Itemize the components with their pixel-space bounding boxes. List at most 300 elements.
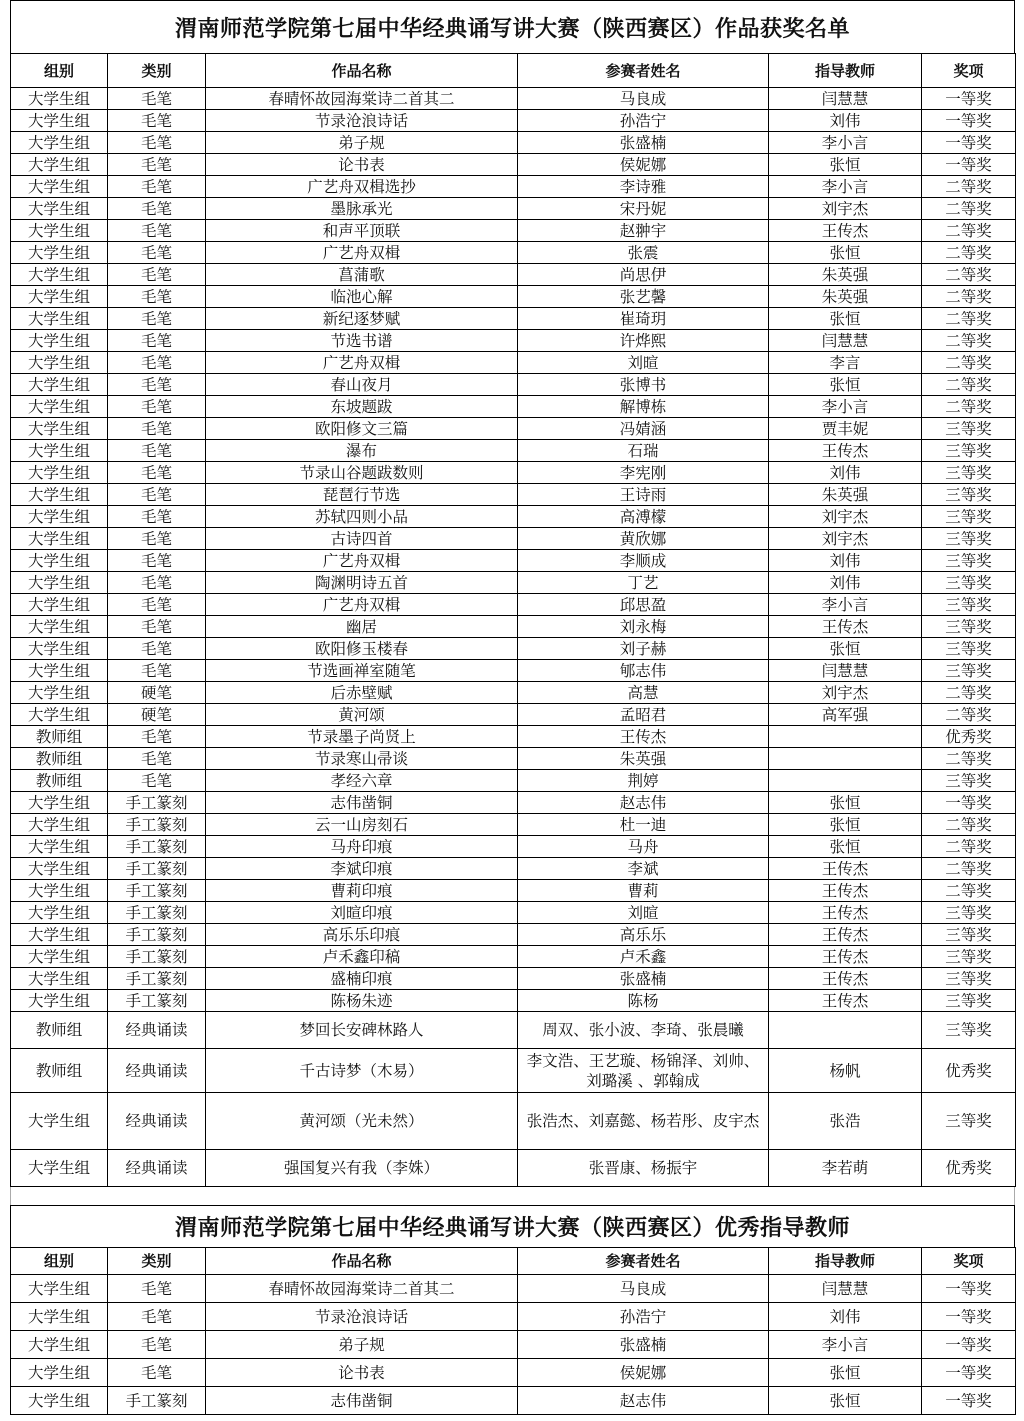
table-row [11, 1275, 1016, 1303]
cell-participant: 丁艺 [518, 572, 769, 594]
cell-category: 毛笔 [108, 198, 206, 220]
cell-category: 手工篆刻 [108, 1387, 206, 1415]
cell-work-title: 和声平顶联 [206, 220, 518, 242]
cell-group: 大学生组 [11, 374, 108, 396]
cell-award: 三等奖 [922, 440, 1016, 462]
cell-group: 大学生组 [11, 110, 108, 132]
cell-advisor: 张浩 [769, 1093, 922, 1150]
cell-category: 毛笔 [108, 110, 206, 132]
cell-advisor [769, 748, 922, 770]
cell-work-title: 刘暄印痕 [206, 902, 518, 924]
cell-work-title: 节录沧浪诗话 [206, 110, 518, 132]
cell-work-title: 古诗四首 [206, 528, 518, 550]
header-work-title: 作品名称 [206, 54, 518, 88]
cell-award: 二等奖 [922, 858, 1016, 880]
cell-work-title: 苏轼四则小品 [206, 506, 518, 528]
cell-participant: 侯妮娜 [518, 154, 769, 176]
table-row [11, 506, 1016, 528]
cell-advisor: 王传杰 [769, 880, 922, 902]
section-gap [10, 1187, 1015, 1205]
cell-work-title: 弟子规 [206, 132, 518, 154]
cell-award: 一等奖 [922, 88, 1016, 110]
table-row [11, 1303, 1016, 1331]
cell-advisor: 刘伟 [769, 110, 922, 132]
teachers-table [10, 1247, 1016, 1415]
cell-advisor: 闫慧慧 [769, 330, 922, 352]
header-participant: 参赛者姓名 [518, 54, 769, 88]
cell-participant: 许烨熙 [518, 330, 769, 352]
table-row [11, 286, 1016, 308]
cell-category: 毛笔 [108, 132, 206, 154]
table-row [11, 836, 1016, 858]
table-row [11, 396, 1016, 418]
table-row [11, 528, 1016, 550]
cell-work-title: 节录墨子尚贤上 [206, 726, 518, 748]
cell-work-title: 春晴怀故园海棠诗二首其二 [206, 88, 518, 110]
cell-group: 大学生组 [11, 836, 108, 858]
cell-participant: 马舟 [518, 836, 769, 858]
cell-participant: 李诗雅 [518, 176, 769, 198]
cell-work-title: 黄河颂 [206, 704, 518, 726]
cell-participant: 李顺成 [518, 550, 769, 572]
cell-category: 毛笔 [108, 330, 206, 352]
cell-category: 毛笔 [108, 308, 206, 330]
cell-category: 毛笔 [108, 396, 206, 418]
cell-award: 一等奖 [922, 1275, 1016, 1303]
header-category: 类别 [108, 54, 206, 88]
cell-participant: 解博栋 [518, 396, 769, 418]
cell-group: 大学生组 [11, 286, 108, 308]
cell-category: 毛笔 [108, 528, 206, 550]
cell-work-title: 墨脉承光 [206, 198, 518, 220]
cell-participant: 李宪刚 [518, 462, 769, 484]
cell-advisor: 王传杰 [769, 220, 922, 242]
cell-category: 毛笔 [108, 748, 206, 770]
cell-award: 三等奖 [922, 946, 1016, 968]
cell-award: 一等奖 [922, 792, 1016, 814]
cell-category: 毛笔 [108, 1359, 206, 1387]
cell-advisor: 杨帆 [769, 1049, 922, 1093]
cell-work-title: 节选书谱 [206, 330, 518, 352]
cell-group: 大学生组 [11, 924, 108, 946]
table-row [11, 748, 1016, 770]
cell-work-title: 强国复兴有我（李姝） [206, 1150, 518, 1187]
table-row [11, 242, 1016, 264]
cell-award: 二等奖 [922, 242, 1016, 264]
cell-group: 大学生组 [11, 330, 108, 352]
cell-advisor: 李小言 [769, 1331, 922, 1359]
cell-category: 手工篆刻 [108, 858, 206, 880]
header-group: 组别 [11, 1248, 108, 1275]
table-row [11, 198, 1016, 220]
cell-work-title: 节录山谷题跋数则 [206, 462, 518, 484]
table-row [11, 1093, 1016, 1150]
cell-group: 大学生组 [11, 1150, 108, 1187]
awards-body [11, 88, 1016, 1187]
cell-category: 毛笔 [108, 88, 206, 110]
cell-award: 三等奖 [922, 660, 1016, 682]
cell-category: 手工篆刻 [108, 968, 206, 990]
cell-advisor: 张恒 [769, 154, 922, 176]
cell-group: 大学生组 [11, 1275, 108, 1303]
cell-award: 三等奖 [922, 462, 1016, 484]
cell-category: 毛笔 [108, 462, 206, 484]
table-row [11, 682, 1016, 704]
cell-participant: 刘暄 [518, 352, 769, 374]
cell-group: 大学生组 [11, 176, 108, 198]
cell-group: 大学生组 [11, 682, 108, 704]
cell-participant: 张博书 [518, 374, 769, 396]
table-row [11, 220, 1016, 242]
cell-work-title: 陈杨朱迹 [206, 990, 518, 1012]
cell-award: 三等奖 [922, 1012, 1016, 1049]
cell-award: 二等奖 [922, 308, 1016, 330]
cell-group: 大学生组 [11, 638, 108, 660]
cell-award: 三等奖 [922, 506, 1016, 528]
cell-group: 大学生组 [11, 990, 108, 1012]
cell-work-title: 论书表 [206, 1359, 518, 1387]
cell-advisor: 闫慧慧 [769, 88, 922, 110]
cell-advisor: 李小言 [769, 396, 922, 418]
document-sheet [10, 0, 1015, 1415]
cell-award: 二等奖 [922, 198, 1016, 220]
cell-group: 教师组 [11, 726, 108, 748]
cell-participant: 高乐乐 [518, 924, 769, 946]
cell-participant: 马良成 [518, 88, 769, 110]
cell-advisor: 李小言 [769, 176, 922, 198]
cell-category: 毛笔 [108, 352, 206, 374]
cell-category: 经典诵读 [108, 1049, 206, 1093]
cell-award: 一等奖 [922, 154, 1016, 176]
cell-award: 二等奖 [922, 352, 1016, 374]
cell-participant: 邱思盈 [518, 594, 769, 616]
cell-category: 毛笔 [108, 286, 206, 308]
cell-award: 三等奖 [922, 418, 1016, 440]
awards-header-row [11, 54, 1016, 88]
cell-award: 三等奖 [922, 594, 1016, 616]
table-row [11, 638, 1016, 660]
cell-advisor: 刘伟 [769, 550, 922, 572]
cell-category: 毛笔 [108, 1303, 206, 1331]
cell-participant: 刘永梅 [518, 616, 769, 638]
cell-work-title: 欧阳修文三篇 [206, 418, 518, 440]
table-row [11, 946, 1016, 968]
cell-work-title: 卢禾鑫印稿 [206, 946, 518, 968]
cell-category: 手工篆刻 [108, 836, 206, 858]
cell-participant: 侯妮娜 [518, 1359, 769, 1387]
cell-advisor: 李小言 [769, 132, 922, 154]
cell-category: 毛笔 [108, 484, 206, 506]
cell-category: 毛笔 [108, 374, 206, 396]
cell-award: 三等奖 [922, 572, 1016, 594]
cell-work-title: 弟子规 [206, 1331, 518, 1359]
table-row [11, 616, 1016, 638]
cell-participant: 曹莉 [518, 880, 769, 902]
cell-participant: 朱英强 [518, 748, 769, 770]
cell-participant: 张盛楠 [518, 132, 769, 154]
cell-work-title: 马舟印痕 [206, 836, 518, 858]
cell-work-title: 新纪逐梦赋 [206, 308, 518, 330]
teachers-body [11, 1275, 1016, 1415]
cell-advisor: 张恒 [769, 1387, 922, 1415]
cell-participant: 周双、张小波、李琦、张晨曦 [518, 1012, 769, 1049]
cell-category: 毛笔 [108, 594, 206, 616]
cell-advisor: 张恒 [769, 1359, 922, 1387]
cell-work-title: 临池心解 [206, 286, 518, 308]
cell-group: 教师组 [11, 1012, 108, 1049]
cell-participant: 陈杨 [518, 990, 769, 1012]
table-row [11, 968, 1016, 990]
table-row [11, 330, 1016, 352]
cell-category: 毛笔 [108, 726, 206, 748]
cell-advisor: 李小言 [769, 594, 922, 616]
cell-category: 毛笔 [108, 418, 206, 440]
cell-participant: 石瑞 [518, 440, 769, 462]
cell-work-title: 瀑布 [206, 440, 518, 462]
cell-work-title: 琵琶行节选 [206, 484, 518, 506]
cell-award: 一等奖 [922, 1387, 1016, 1415]
cell-participant: 张晋康、杨振宇 [518, 1150, 769, 1187]
header-award: 奖项 [922, 1248, 1016, 1275]
cell-participant: 张艺馨 [518, 286, 769, 308]
cell-award: 二等奖 [922, 396, 1016, 418]
cell-group: 大学生组 [11, 396, 108, 418]
table-row [11, 704, 1016, 726]
cell-group: 大学生组 [11, 616, 108, 638]
cell-group: 大学生组 [11, 132, 108, 154]
cell-award: 一等奖 [922, 1359, 1016, 1387]
cell-category: 毛笔 [108, 154, 206, 176]
cell-advisor: 王传杰 [769, 990, 922, 1012]
cell-group: 大学生组 [11, 198, 108, 220]
cell-work-title: 春山夜月 [206, 374, 518, 396]
cell-group: 大学生组 [11, 88, 108, 110]
cell-work-title: 陶渊明诗五首 [206, 572, 518, 594]
cell-advisor: 刘伟 [769, 572, 922, 594]
cell-award: 三等奖 [922, 484, 1016, 506]
cell-category: 毛笔 [108, 638, 206, 660]
table-row [11, 726, 1016, 748]
cell-advisor: 张恒 [769, 814, 922, 836]
cell-award: 二等奖 [922, 748, 1016, 770]
cell-participant: 荆婷 [518, 770, 769, 792]
cell-award: 优秀奖 [922, 1049, 1016, 1093]
cell-category: 经典诵读 [108, 1093, 206, 1150]
table-row [11, 1331, 1016, 1359]
cell-advisor: 张恒 [769, 374, 922, 396]
cell-category: 毛笔 [108, 264, 206, 286]
header-group: 组别 [11, 54, 108, 88]
awards-title: 渭南师范学院第七届中华经典诵写讲大赛（陕西赛区）作品获奖名单 [10, 0, 1015, 53]
cell-participant: 卢禾鑫 [518, 946, 769, 968]
table-row [11, 1012, 1016, 1049]
cell-participant: 宋丹妮 [518, 198, 769, 220]
cell-participant: 崔琦玥 [518, 308, 769, 330]
cell-category: 经典诵读 [108, 1150, 206, 1187]
table-row [11, 418, 1016, 440]
cell-work-title: 黄河颂（光未然） [206, 1093, 518, 1150]
cell-award: 二等奖 [922, 264, 1016, 286]
header-work-title: 作品名称 [206, 1248, 518, 1275]
cell-work-title: 幽居 [206, 616, 518, 638]
cell-category: 毛笔 [108, 1275, 206, 1303]
cell-award: 三等奖 [922, 924, 1016, 946]
cell-advisor: 王传杰 [769, 902, 922, 924]
cell-group: 大学生组 [11, 1303, 108, 1331]
cell-work-title: 论书表 [206, 154, 518, 176]
cell-award: 一等奖 [922, 110, 1016, 132]
cell-award: 优秀奖 [922, 726, 1016, 748]
table-row [11, 858, 1016, 880]
cell-participant: 张盛楠 [518, 968, 769, 990]
cell-group: 大学生组 [11, 792, 108, 814]
cell-award: 三等奖 [922, 968, 1016, 990]
cell-award: 二等奖 [922, 836, 1016, 858]
header-category: 类别 [108, 1248, 206, 1275]
cell-group: 大学生组 [11, 484, 108, 506]
table-row [11, 352, 1016, 374]
cell-participant: 黄欣娜 [518, 528, 769, 550]
table-row [11, 1049, 1016, 1093]
cell-advisor: 刘伟 [769, 1303, 922, 1331]
cell-work-title: 广艺舟双楫 [206, 242, 518, 264]
cell-award: 二等奖 [922, 814, 1016, 836]
cell-participant: 孙浩宁 [518, 1303, 769, 1331]
cell-work-title: 千古诗梦（木易） [206, 1049, 518, 1093]
cell-work-title: 盛楠印痕 [206, 968, 518, 990]
cell-award: 二等奖 [922, 682, 1016, 704]
cell-group: 大学生组 [11, 660, 108, 682]
cell-award: 二等奖 [922, 220, 1016, 242]
table-row [11, 264, 1016, 286]
cell-category: 毛笔 [108, 506, 206, 528]
cell-participant: 赵翀宇 [518, 220, 769, 242]
cell-category: 硬笔 [108, 704, 206, 726]
cell-category: 手工篆刻 [108, 792, 206, 814]
cell-group: 教师组 [11, 770, 108, 792]
cell-group: 大学生组 [11, 506, 108, 528]
cell-work-title: 节录沧浪诗话 [206, 1303, 518, 1331]
cell-participant: 孙浩宁 [518, 110, 769, 132]
cell-award: 一等奖 [922, 1331, 1016, 1359]
cell-work-title: 春晴怀故园海棠诗二首其二 [206, 1275, 518, 1303]
table-row [11, 770, 1016, 792]
cell-participant: 杜一迪 [518, 814, 769, 836]
header-advisor: 指导教师 [769, 1248, 922, 1275]
cell-participant: 王传杰 [518, 726, 769, 748]
cell-work-title: 高乐乐印痕 [206, 924, 518, 946]
cell-participant: 高溥檬 [518, 506, 769, 528]
cell-category: 硬笔 [108, 682, 206, 704]
cell-award: 一等奖 [922, 132, 1016, 154]
teachers-header-row [11, 1248, 1016, 1275]
table-row [11, 550, 1016, 572]
cell-group: 大学生组 [11, 1359, 108, 1387]
cell-group: 大学生组 [11, 264, 108, 286]
cell-group: 大学生组 [11, 704, 108, 726]
cell-group: 大学生组 [11, 946, 108, 968]
cell-group: 教师组 [11, 1049, 108, 1093]
cell-category: 毛笔 [108, 440, 206, 462]
cell-category: 毛笔 [108, 572, 206, 594]
cell-group: 大学生组 [11, 220, 108, 242]
table-row [11, 990, 1016, 1012]
cell-work-title: 广艺舟双楫 [206, 594, 518, 616]
table-row [11, 594, 1016, 616]
cell-group: 大学生组 [11, 902, 108, 924]
cell-participant: 冯婧涵 [518, 418, 769, 440]
cell-work-title: 东坡题跋 [206, 396, 518, 418]
cell-group: 大学生组 [11, 352, 108, 374]
cell-group: 大学生组 [11, 1387, 108, 1415]
cell-advisor: 张恒 [769, 638, 922, 660]
cell-advisor: 刘宇杰 [769, 198, 922, 220]
cell-award: 二等奖 [922, 330, 1016, 352]
cell-award: 三等奖 [922, 902, 1016, 924]
cell-work-title: 志伟凿铜 [206, 1387, 518, 1415]
cell-participant: 孟昭君 [518, 704, 769, 726]
cell-work-title: 后赤壁赋 [206, 682, 518, 704]
cell-advisor: 朱英强 [769, 484, 922, 506]
header-participant: 参赛者姓名 [518, 1248, 769, 1275]
cell-award: 二等奖 [922, 374, 1016, 396]
cell-group: 大学生组 [11, 858, 108, 880]
cell-award: 二等奖 [922, 704, 1016, 726]
cell-work-title: 孝经六章 [206, 770, 518, 792]
cell-participant: 赵志伟 [518, 792, 769, 814]
table-row [11, 572, 1016, 594]
table-row [11, 1150, 1016, 1187]
table-row [11, 792, 1016, 814]
cell-advisor: 王传杰 [769, 440, 922, 462]
cell-work-title: 欧阳修玉楼春 [206, 638, 518, 660]
cell-participant: 张盛楠 [518, 1331, 769, 1359]
cell-category: 手工篆刻 [108, 814, 206, 836]
table-row [11, 484, 1016, 506]
header-advisor: 指导教师 [769, 54, 922, 88]
table-row [11, 924, 1016, 946]
cell-participant: 赵志伟 [518, 1387, 769, 1415]
table-row [11, 1359, 1016, 1387]
cell-advisor [769, 1012, 922, 1049]
cell-category: 经典诵读 [108, 1012, 206, 1049]
cell-advisor: 王传杰 [769, 968, 922, 990]
table-row [11, 440, 1016, 462]
cell-advisor: 王传杰 [769, 946, 922, 968]
cell-advisor: 闫慧慧 [769, 1275, 922, 1303]
cell-category: 手工篆刻 [108, 902, 206, 924]
cell-category: 手工篆刻 [108, 924, 206, 946]
cell-participant: 张震 [518, 242, 769, 264]
teachers-title: 渭南师范学院第七届中华经典诵写讲大赛（陕西赛区）优秀指导教师 [10, 1205, 1015, 1247]
table-row [11, 814, 1016, 836]
cell-work-title: 志伟凿铜 [206, 792, 518, 814]
cell-participant: 李文浩、王艺璇、杨锦泽、刘帅、刘璐溪 、郭翰成 [518, 1049, 769, 1093]
table-row [11, 880, 1016, 902]
cell-category: 毛笔 [108, 770, 206, 792]
cell-participant: 郇志伟 [518, 660, 769, 682]
cell-work-title: 李斌印痕 [206, 858, 518, 880]
header-award: 奖项 [922, 54, 1016, 88]
cell-award: 三等奖 [922, 616, 1016, 638]
cell-group: 大学生组 [11, 550, 108, 572]
cell-advisor: 王传杰 [769, 924, 922, 946]
cell-participant: 马良成 [518, 1275, 769, 1303]
cell-category: 毛笔 [108, 550, 206, 572]
cell-award: 三等奖 [922, 990, 1016, 1012]
cell-category: 毛笔 [108, 242, 206, 264]
cell-work-title: 曹莉印痕 [206, 880, 518, 902]
